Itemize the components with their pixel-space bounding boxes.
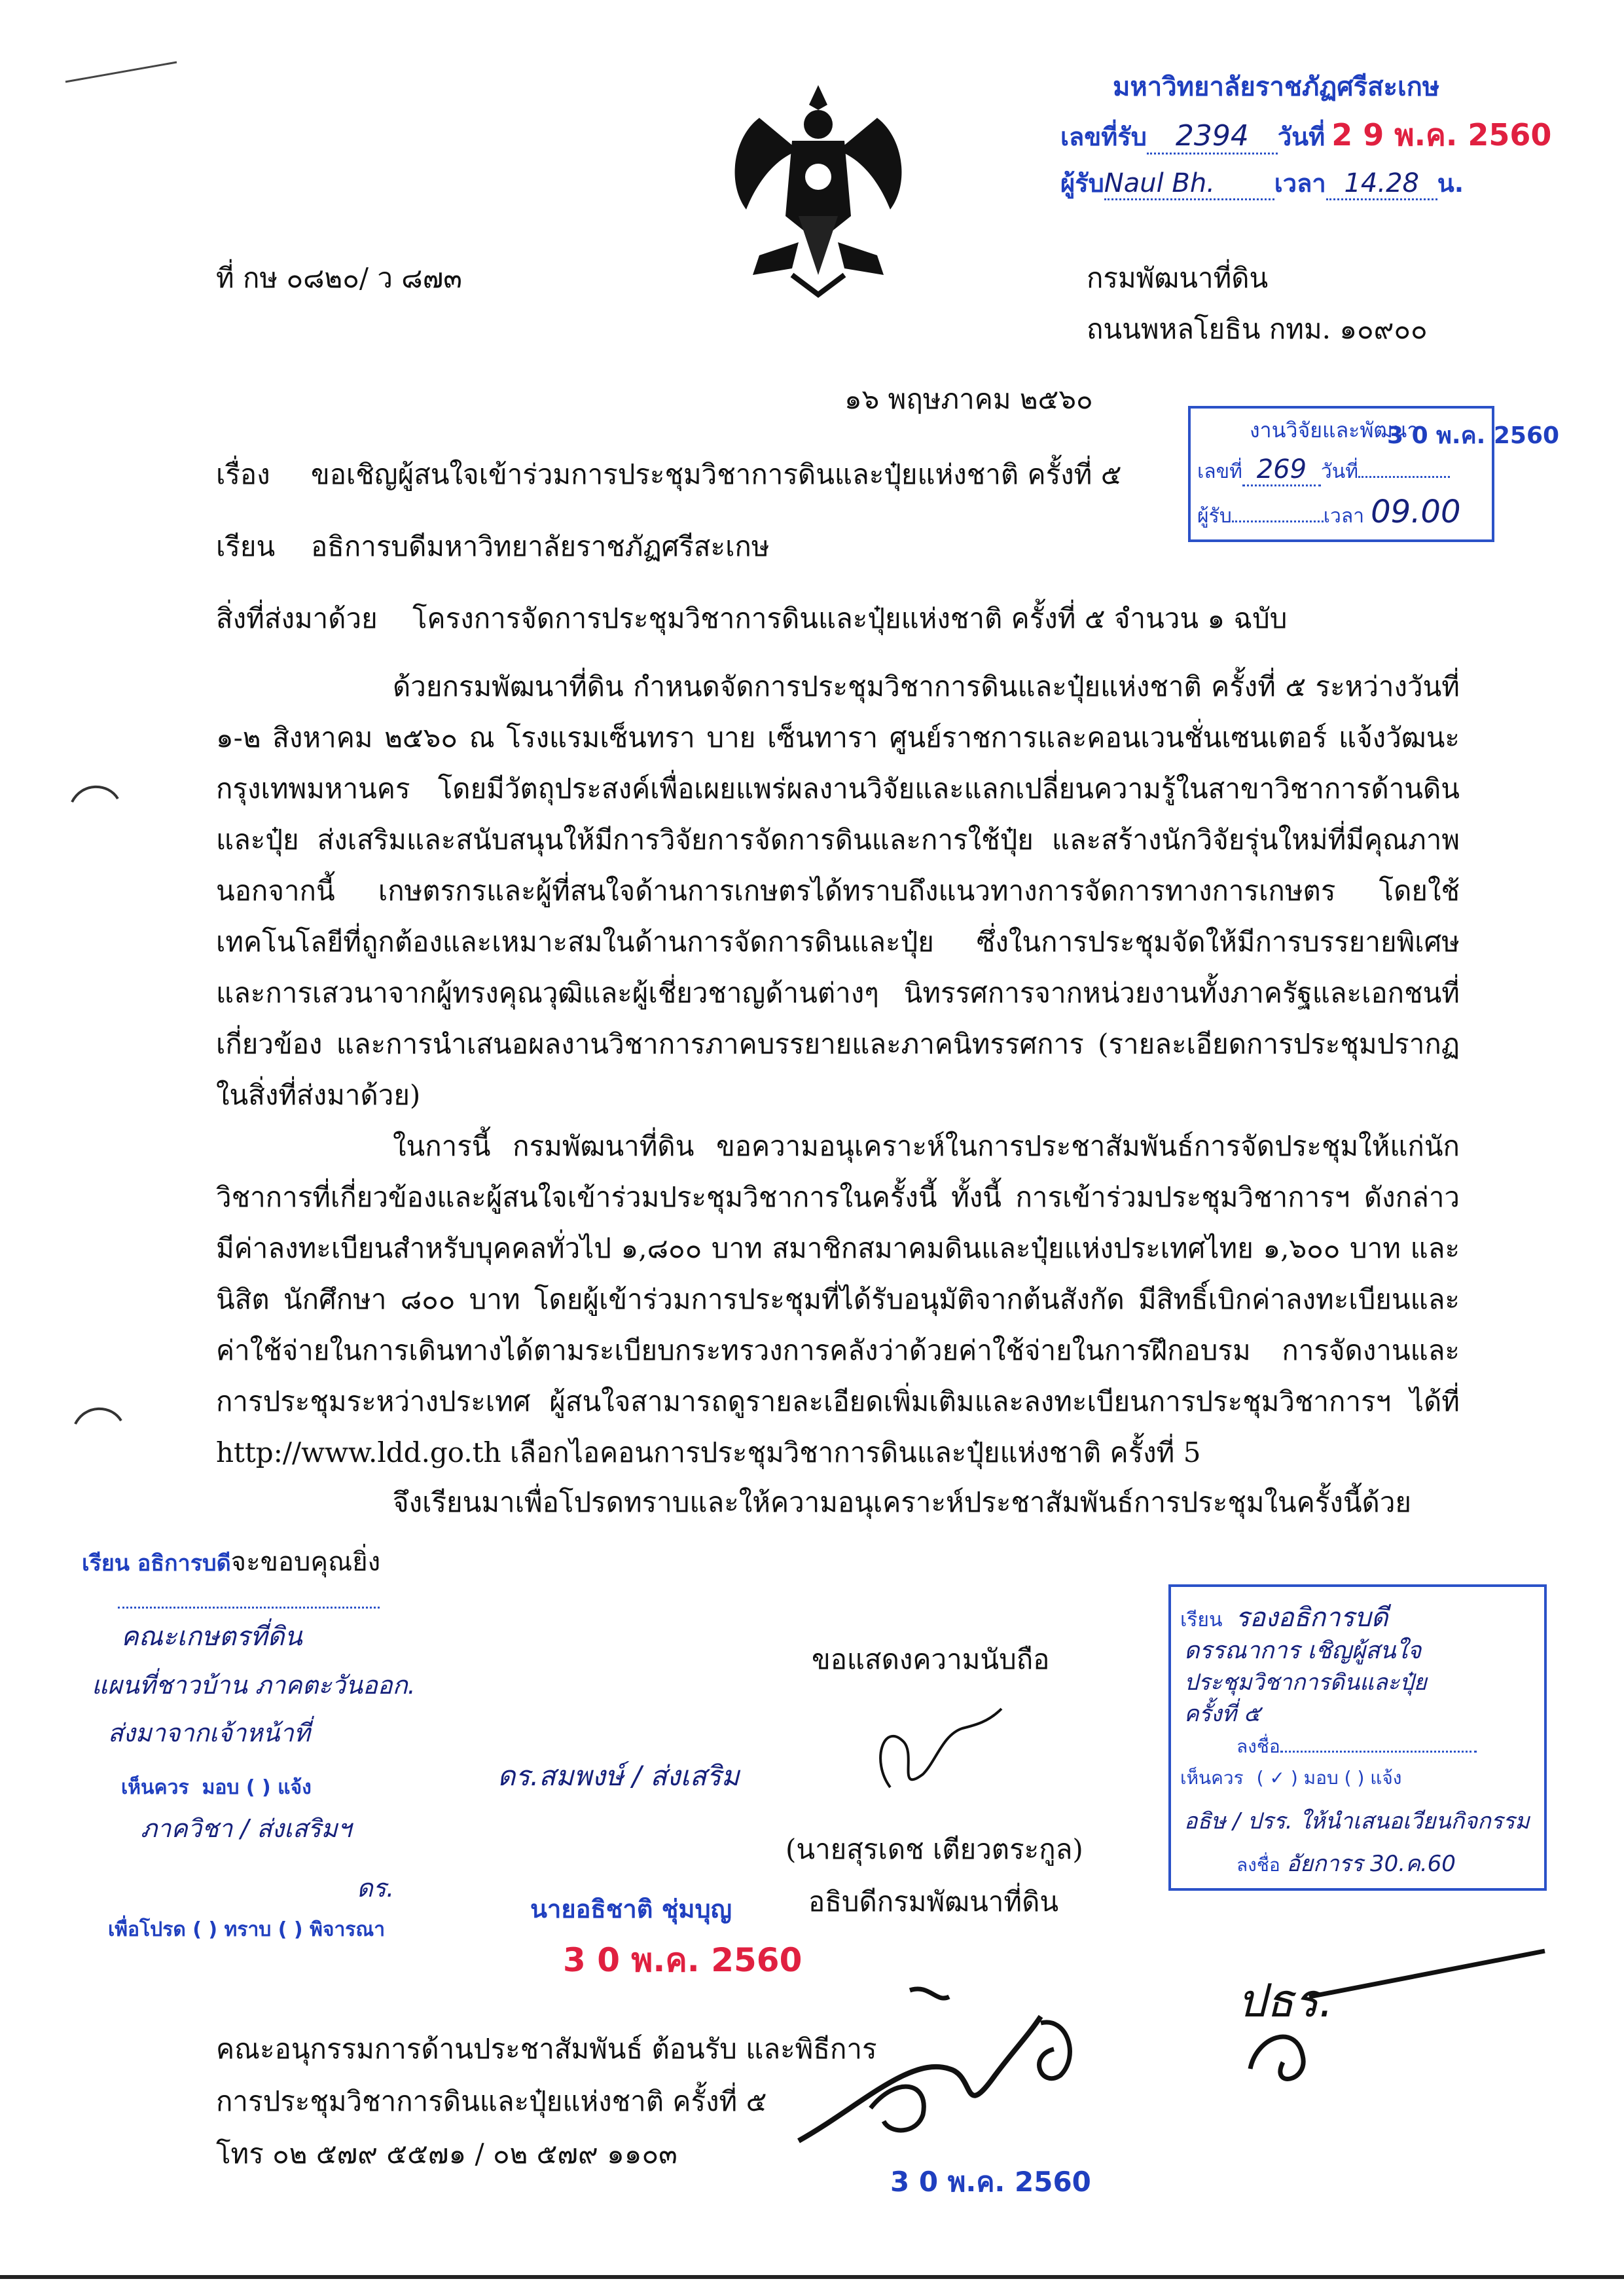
right-box-hand-2: ดรรณาการ เชิญผู้สนใจ xyxy=(1184,1637,1422,1664)
sender-org: กรมพัฒนาที่ดิน xyxy=(1087,262,1269,294)
routing-action-label: เพื่อโปรด ( ) ทราบ ( ) พิจารณา xyxy=(108,1918,386,1941)
right-box-to-label: เรียน xyxy=(1180,1609,1223,1631)
left-routing-block xyxy=(82,1545,416,1945)
right-box-approve-opts: ( ✓ ) มอบ ( ) แจ้ง xyxy=(1256,1767,1402,1789)
stamp-date: 2 9 พ.ค. 2560 xyxy=(1331,117,1552,153)
contact-line-1: คณะอนุกรรมการด้านประชาสัมพันธ์ ต้อนรับ และพิธีการ xyxy=(216,2033,877,2065)
routing-header-label: เรียน อธิการบดี xyxy=(82,1550,231,1576)
stamp-time: 14.28 xyxy=(1326,168,1437,200)
routing-hand-2: แผนที่ชาวบ้าน ภาคตะวันออก. xyxy=(92,1671,416,1700)
right-box-sign-label: ลงชื่อ xyxy=(1236,1736,1280,1757)
research-receiver-label: ผู้รับ xyxy=(1197,505,1232,528)
right-box-hand-3: ประชุมวิชาการดินและปุ๋ย xyxy=(1184,1669,1427,1696)
paragraph-1: ด้วยกรมพัฒนาที่ดิน กำหนดจัดการประชุมวิชาการดินและปุ๋ยแห่งชาติ ครั้งที่ ๕ ระหว่างวันที่ ๑-๒ สิงหาคม ๒๕๖๐ ณ โรงแรมเซ็นทรา บาย เซ็นทารา ศูนย์ราชการและคอนเวนชั่นเซนเตอร์ แจ้งวัฒนะ กรุงเทพมหานคร โดยมีวัตถุประสงค์เพื่อเผยแพร่ผลงานวิจัยและแลกเปลี่ยนความรู้ในสาขาวิชาการด้านดินและปุ๋ย ส่งเสริมและสนับสนุนให้มีการวิจัยการจัดการดินและการใช้ปุ๋ย และสร้างนักวิจัยรุ่นใหม่ที่มีคุณภาพ นอกจากนี้ เกษตรกรและผู้ที่สนใจด้านการเกษตรได้ทราบถึงแนวทางการจัดการทางการเกษตร โดยใช้เทคโนโลยีที่ถูกต้องและเหมาะสมในด้านการจัดการดินและปุ๋ย ซึ่งในการประชุมจัดให้มีการบรรยายพิเศษและการเสวนาจากผู้ทรงคุณวุฒิและผู้เชี่ยวชาญด้านต่างๆ นิทรรศการจากหน่วยงานทั้งภาครัฐและเอกชนที่เกี่ยวข้อง และการนำเสนอผลงานวิชาการภาคบรรยายและภาคนิทรรศการ (รายละเอียดการประชุมปรากฏในสิ่งที่ส่งมาด้วย) xyxy=(216,670,1460,1111)
enclosure-label: สิ่งที่ส่งมาด้วย xyxy=(216,602,378,634)
closing: ขอแสดงความนับถือ xyxy=(812,1643,1050,1675)
letter-date: ๑๖ พฤษภาคม ๒๕๖๐ xyxy=(844,383,1093,415)
subject: ขอเชิญผู้สนใจเข้าร่วมการประชุมวิชาการดินและปุ๋ยแห่งชาติ ครั้งที่ ๕ xyxy=(311,458,1122,490)
paragraph-3: จึงเรียนมาเพื่อโปรดทราบและให้ความอนุเคราะห์ประชาสัมพันธ์การประชุมในครั้งนี้ด้วย xyxy=(393,1486,1412,1518)
page-bottom-edge xyxy=(0,2275,1624,2279)
stamp-no: 2394 xyxy=(1147,119,1278,155)
garuda-emblem xyxy=(720,79,916,301)
reference-number: ที่ กษ ๐๘๒๐/ ว ๘๗๓ xyxy=(216,262,462,294)
stamp-receiver-label: ผู้รับ xyxy=(1060,169,1104,198)
signature-director xyxy=(864,1696,1008,1813)
university-receive-stamp xyxy=(1060,65,1571,203)
stamp-time-label: เวลา xyxy=(1274,169,1326,198)
contact-line-2: การประชุมวิชาการดินและปุ๋ยแห่งชาติ ครั้งที่ ๕ xyxy=(216,2085,767,2117)
middle-date-stamp: 3 0 พ.ค. 2560 xyxy=(563,1941,803,1979)
bottom-date-stamp: 3 0 พ.ค. 2560 xyxy=(890,2166,1091,2198)
research-time: 09.00 xyxy=(1371,494,1461,530)
paragraph-2: ในการนี้ กรมพัฒนาที่ดิน ขอความอนุเคราะห์ในการประชาสัมพันธ์การจัดประชุมให้แก่นักวิชาการที่เกี่ยวข้องและผู้สนใจเข้าร่วมประชุมวิชาการในครั้งนี้ ทั้งนี้ การเข้าร่วมประชุมวิชาการฯ ดังกล่าวมีค่าลงทะเบียนสำหรับบุคคลทั่วไป ๑,๘๐๐ บาท สมาชิกสมาคมดินและปุ๋ยแห่งประเทศไทย ๑,๖๐๐ บาท และนิสิต นักศึกษา ๘๐๐ บาท โดยผู้เข้าร่วมการประชุมที่ได้รับอนุมัติจากต้นสังกัด มีสิทธิ์เบิกค่าลงทะเบียนและค่าใช้จ่ายในการเดินทางได้ตามระเบียบกระทรวงการคลังว่าด้วยค่าใช้จ่ายในการฝึกอบรม การจัดงานและการประชุมระหว่างประเทศ ผู้สนใจสามารถดูรายละเอียดเพิ่มเติมและลงทะเบียนการประชุมวิชาการฯ ได้ที่ http://www.ldd.go.th เลือกไอคอนการประชุมวิชาการดินและปุ๋ยแห่งชาติ ครั้งที่ 5 xyxy=(216,1130,1460,1468)
middle-hand-note: ดร.สมพงษ์ / ส่งเสริม xyxy=(497,1760,740,1792)
right-box-sign2-label: ลงชื่อ xyxy=(1236,1854,1280,1876)
punch-mark-icon xyxy=(69,779,121,805)
right-box-hand-5: อธิษ / ปรร. ให้นำเสนอเวียนกิจกรรม xyxy=(1184,1808,1530,1834)
punch-mark-icon xyxy=(72,1401,124,1427)
to-label: เรียน xyxy=(216,530,276,562)
research-stamp-date: 3 0 พ.ค. 2560 xyxy=(1387,422,1560,449)
routing-approve-label: เห็นควร xyxy=(121,1776,189,1799)
research-no: 269 xyxy=(1242,454,1321,486)
bottom-right-stroke xyxy=(1231,1938,1558,2095)
routing-hand-1: คณะเกษตรที่ดิน xyxy=(121,1622,302,1652)
sender-address: ถนนพหลโยธิน กทม. ๑๐๙๐๐ xyxy=(1087,313,1428,345)
routing-approve-opts: มอบ ( ) แจ้ง xyxy=(202,1776,312,1799)
stamp-time-unit: น. xyxy=(1437,169,1464,198)
right-box-hand-1: รองอธิการบดี xyxy=(1235,1603,1388,1633)
signature-bottom-middle xyxy=(779,1977,1119,2160)
stamp-org: มหาวิทยาลัยราชภัฏศรีสะเกษ xyxy=(1113,72,1440,102)
stamp-receiver: Naul Bh. xyxy=(1104,168,1274,200)
research-date-label: วันที่ xyxy=(1320,460,1359,483)
routing-hand-5: ดร. xyxy=(357,1874,395,1903)
routing-header-print: จะขอบคุณยิ่ง xyxy=(230,1547,381,1577)
bottom-right-hand: ปธร. xyxy=(1237,1974,1334,2028)
signer-name: (นายสุรเดช เตียวตระกูล) xyxy=(785,1833,1083,1865)
research-stamp-org: งานวิจัยและพัฒนา xyxy=(1250,418,1419,443)
to-recipient: อธิการบดีมหาวิทยาลัยราชภัฏศรีสะเกษ xyxy=(311,530,770,562)
enclosure: โครงการจัดการประชุมวิชาการดินและปุ๋ยแห่งชาติ ครั้งที่ ๕ จำนวน ๑ ฉบับ xyxy=(412,602,1288,634)
routing-hand-3: ส่งมาจากเจ้าหน้าที่ xyxy=(108,1719,310,1747)
right-routing-box xyxy=(1168,1584,1547,1891)
stamp-no-label: เลขที่รับ xyxy=(1060,122,1147,151)
contact-line-3: โทร ๐๒ ๕๗๙ ๕๕๗๑ / ๐๒ ๕๗๙ ๑๑๐๓ xyxy=(216,2138,677,2170)
right-box-sign2: อัยการร 30.ค.60 xyxy=(1286,1851,1456,1877)
middle-name-stamp: นายอธิชาติ ชุ่มบุญ xyxy=(530,1895,732,1923)
scan-mark xyxy=(59,52,190,92)
signer-title: อธิบดีกรมพัฒนาที่ดิน xyxy=(808,1886,1059,1918)
subject-label: เรื่อง xyxy=(216,458,270,490)
research-time-label: เวลา xyxy=(1323,505,1365,528)
research-no-label: เลขที่ xyxy=(1197,460,1242,483)
routing-hand-4: ภาควิชา / ส่งเสริมฯ xyxy=(141,1814,352,1843)
stamp-date-label: วันที่ xyxy=(1277,122,1326,151)
research-receive-stamp xyxy=(1188,406,1560,542)
right-box-hand-4: ครั้งที่ ๕ xyxy=(1184,1701,1261,1727)
right-box-approve-label: เห็นควร xyxy=(1180,1767,1244,1789)
